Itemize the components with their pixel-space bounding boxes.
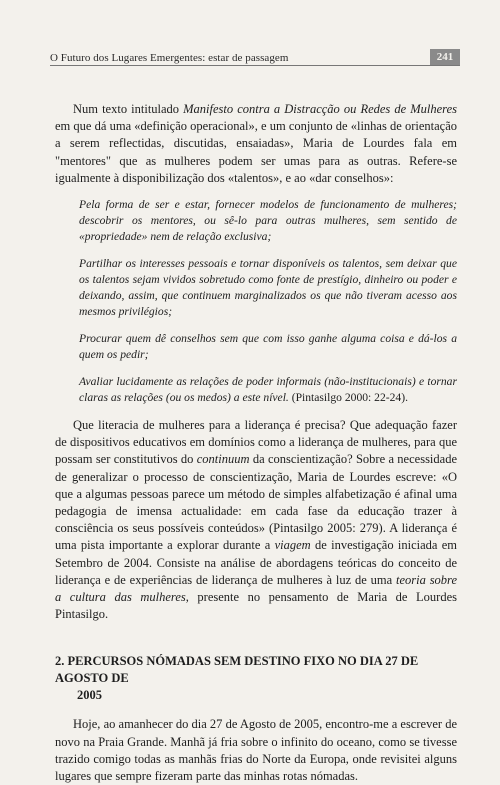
running-header <box>50 49 460 69</box>
italic-term: continuum <box>196 452 250 467</box>
page-body <box>55 101 457 785</box>
text: , presente no pensamento de Maria de Lourdes Pintasilgo. <box>55 590 457 622</box>
paragraph-praia-grande: Hoje, ao amanhecer do dia 27 de Agosto de 2005, encontro-me a escrever de novo na Praia Grande. Manhã já fria sobre o infinito do oceano, como se tivesse trazido comigo todas as manhãs frias do Norte da Europa, onde revisitei alguns lugares que sempre fizeram parte das minhas rotas nómadas. <box>55 717 457 784</box>
text: da conscientização? Sobre a necessidade de generalizar o processo de conscientização, Maria de Lourdes escreve: «O que a algumas pessoas parece um método de simples alfabetização é afinal uma pedagogia de imensa actualidade: em cada fase da educação trazer à consciência os seus possíveis conteúdos» (Pintasilgo 2005: 279). A liderança é uma pista importante a explorar durante a <box>55 452 457 553</box>
text: de investigação iniciada em Setembro de 2004. Consiste na análise de abordagens teóricas do conceito de liderança e de experiências de liderança de mulheres à luz de uma <box>55 538 457 587</box>
header-rule <box>50 65 460 66</box>
text: em que dá uma «definição operacional», e um conjunto de «linhas de orientação a serem reflectidas, discutidas, ensaiadas», Maria de Lourdes fala em "mentores" que as mulheres podem ser umas para as outras. Refere-se igualmente à disponibilização dos «talentos», e ao «dar conselhos»: <box>55 119 457 185</box>
italic-term: viagem <box>274 538 311 553</box>
running-header-title: O Futuro dos Lugares Emergentes: estar de passagem <box>50 52 289 64</box>
section-heading-line1: 2. PERCURSOS NÓMADAS SEM DESTINO FIXO NO DIA 27 DE AGOSTO DE <box>55 654 419 686</box>
italic-term: teoria sobre a cultura das mulheres <box>55 572 458 605</box>
text: Num texto intitulado <box>73 102 184 116</box>
block-quote-item: Partilhar os interesses pessoais e tornar disponíveis os talentos, sem deixar que os talentos sejam vividos sobretudo como fonte de prestígio, dinheiro ou poder e deixando, assim, que continuem marginalizados os que não tiveram acesso aos mesmos privilégios; <box>79 257 457 319</box>
block-quote-item: Pela forma de ser e estar, fornecer modelos de funcionamento de mulheres; descobrir os mentores, ou sê-lo para outras mulheres, sem sentido de «propriedade» nem de relação exclusiva; <box>79 198 457 244</box>
block-quote-item: Procurar quem dê conselhos sem que com isso ganhe alguma coisa e dá-los a quem os pedir; <box>79 332 457 362</box>
section-heading <box>55 653 457 704</box>
paragraph-intro <box>55 101 457 187</box>
citation: (Pintasilgo 2000: 22-24). <box>288 391 408 405</box>
text: Avaliar lucidamente as relações de poder informais (não-institucionais) e tornar claras as relações (ou os medos) a este nível. <box>79 375 457 405</box>
text: Que literacia de mulheres para a liderança é precisa? Que adequação fazer de dispositivos educativos em domínios como a liderança de mulheres, para que possam ser constitutivos do <box>55 418 457 467</box>
section-heading-line2: 2005 <box>77 688 102 703</box>
paragraph-leadership <box>55 417 457 623</box>
block-quote-item <box>79 374 457 406</box>
italic-title: Manifesto contra a Distracção ou Redes de Mulheres <box>183 102 457 116</box>
page-number: 241 <box>430 49 460 65</box>
